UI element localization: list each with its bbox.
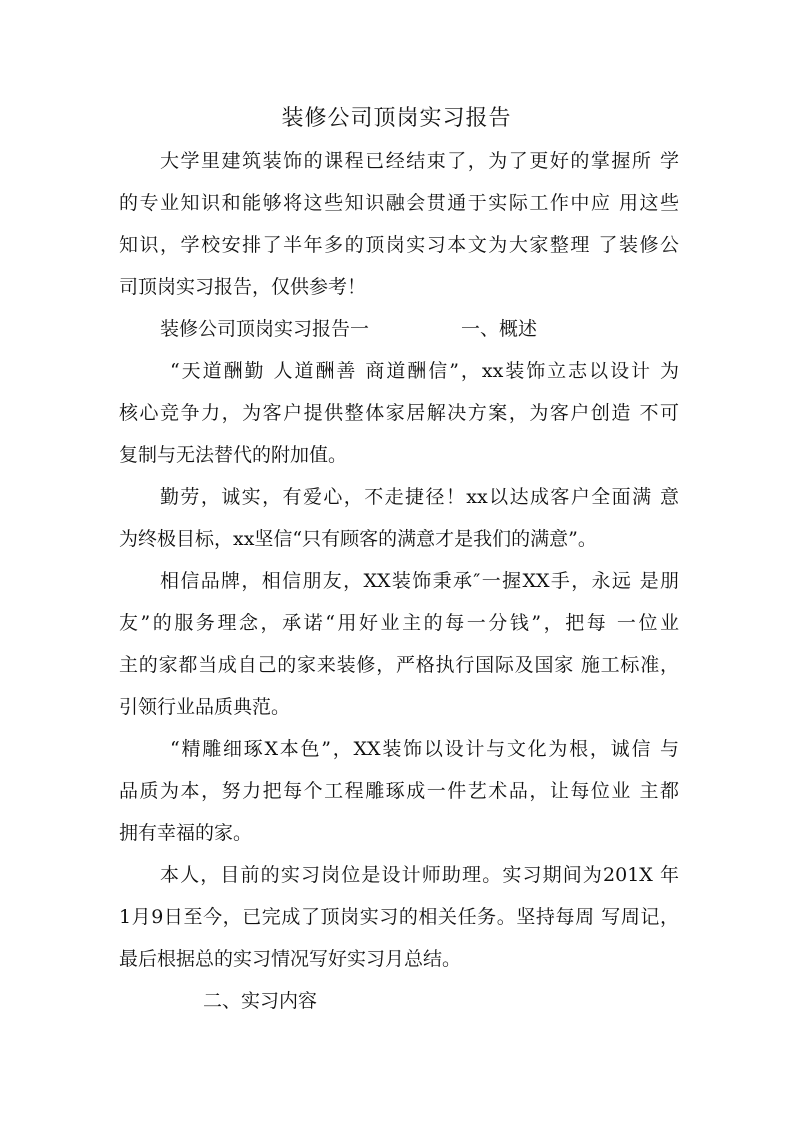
self-line-1: 本人，目前的实习岗位是设计师助理。实习期间为201X 年 bbox=[160, 864, 679, 886]
diligence-line-1: 勤劳，诚实，有爱心，不走捷径！xx以达成客户全面满 意 bbox=[160, 486, 679, 508]
intro-line-4: 司顶岗实习报告，仅供参考！ bbox=[119, 276, 367, 298]
section-one-heading: 一、概述 bbox=[461, 318, 538, 340]
craft-line-2: 品质为本，努力把每个工程雕琢成一件艺术品，让每位业 主都 bbox=[119, 780, 679, 802]
motto-line-3: 复制与无法替代的附加值。 bbox=[119, 444, 348, 466]
craft-line-3: 拥有幸福的家。 bbox=[119, 822, 253, 844]
craft-line-1: “精雕细琢X本色”，XX装饰以设计与文化为根，诚信 与 bbox=[170, 738, 679, 760]
section-two-heading: 二、实习内容 bbox=[203, 990, 318, 1012]
document-title: 装修公司顶岗实习报告 bbox=[281, 106, 512, 131]
report-label: 装修公司顶岗实习报告一 bbox=[160, 318, 370, 340]
motto-line-2: 核心竞争力，为客户提供整体家居解决方案，为客户创造 不可 bbox=[119, 402, 679, 424]
intro-line-1: 大学里建筑装饰的课程已经结束了，为了更好的掌握所 学 bbox=[160, 150, 679, 172]
brand-line-2: 友”的服务理念，承诺“用好业主的每一分钱”，把每 一位业 bbox=[119, 612, 679, 634]
brand-line-3: 主的家都当成自己的家来装修，严格执行国际及国家 施工标准， bbox=[119, 654, 679, 676]
brand-line-1: 相信品牌，相信朋友，XX装饰秉承″一握XX手，永远 是朋 bbox=[160, 570, 679, 592]
intro-line-2: 的专业知识和能够将这些知识融会贯通于实际工作中应 用这些 bbox=[119, 192, 679, 214]
diligence-line-2: 为终极目标，xx坚信“只有顾客的满意才是我们的满意”。 bbox=[119, 528, 597, 550]
self-line-2: 1月9日至今，已完成了顶岗实习的相关任务。坚持每周 写周记， bbox=[119, 906, 679, 928]
self-line-3: 最后根据总的实习情况写好实习月总结。 bbox=[119, 948, 462, 970]
report-heading-row bbox=[160, 309, 537, 349]
motto-line-1: “天道酬勤 人道酬善 商道酬信”，xx装饰立志以设计 为 bbox=[170, 360, 679, 382]
intro-line-3: 知识，学校安排了半年多的顶岗实习本文为大家整理 了装修公 bbox=[119, 234, 679, 256]
brand-line-4: 引领行业品质典范。 bbox=[119, 696, 291, 718]
